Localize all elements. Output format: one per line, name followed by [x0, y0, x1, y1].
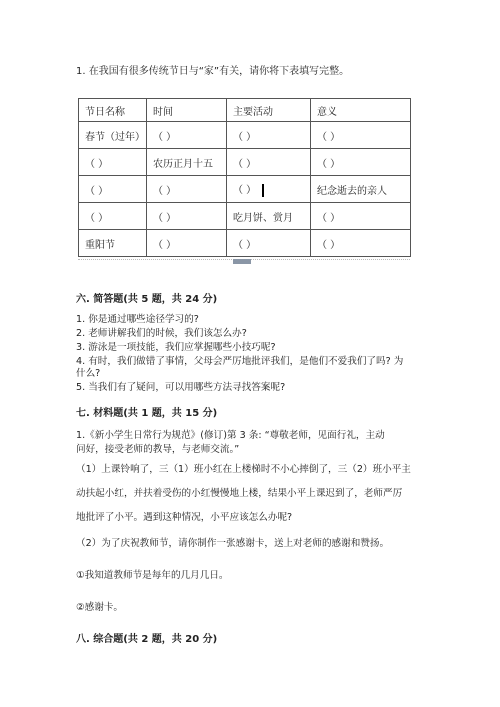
section-7-sub-question-2: ②感谢卡。 — [76, 602, 123, 613]
table-row — [79, 149, 411, 176]
section-7-part1-line: （1）上课铃响了，三（1）班小红在上楼梯时不小心摔倒了，三（2）班小平主 — [76, 464, 411, 475]
table-row — [79, 176, 411, 203]
section-6-item: 1. 你是通过哪些途径学习的? — [76, 314, 199, 325]
header-time: 时间 — [147, 99, 227, 122]
table-cell[interactable]: （ ） — [79, 203, 147, 230]
table-cell[interactable]: （ ） — [79, 176, 147, 203]
festival-table — [78, 98, 411, 257]
section-7-part1-line: 动扶起小红，并扶着受伤的小红慢慢地上楼，结果小平上课迟到了，老师严厉 — [76, 488, 403, 499]
table-cell: 农历正月十五 — [147, 149, 227, 176]
table-cell: 春节（过年） — [79, 122, 147, 149]
section-7-intro-line: 问好，接受老师的教导，与老师交流。” — [76, 444, 240, 455]
header-main-activity: 主要活动 — [227, 99, 311, 122]
table-cell[interactable]: （ ） — [311, 203, 411, 230]
section-7-sub-question-1: ①我知道教师节是每年的几月几日。 — [76, 570, 229, 581]
question-1-text: 1. 在我国有很多传统节日与“家”有关，请你将下表填写完整。 — [76, 66, 350, 77]
table-cell: 吃月饼、赏月 — [227, 203, 311, 230]
table-cell: 重阳节 — [79, 230, 147, 257]
table-cell[interactable]: （ ） — [227, 230, 311, 257]
table-cell-with-caret[interactable] — [227, 176, 311, 203]
text-cursor — [262, 184, 264, 197]
table-cell[interactable]: （ ） — [147, 122, 227, 149]
table-cell[interactable]: （ ） — [311, 230, 411, 257]
header-festival-name: 节日名称 — [79, 99, 147, 122]
page-break-strip — [78, 259, 410, 266]
section-6-item: 3. 游泳是一项技能，我们应掌握哪些小技巧呢? — [76, 342, 276, 353]
table-cell: 纪念逝去的亲人 — [311, 176, 411, 203]
table-cell[interactable]: （ ） — [227, 122, 311, 149]
page-break-marker — [233, 259, 251, 264]
section-6-item: 5. 当我们有了疑问，可以用哪些方法寻找答案呢? — [76, 382, 286, 393]
header-meaning: 意义 — [311, 99, 411, 122]
table-row — [79, 122, 411, 149]
table-cell[interactable]: （ ） — [147, 176, 227, 203]
section-7-intro-line: 1.《新小学生日常行为规范》(修订)第 3 条: “尊敬老师，见面行礼，主动 — [76, 430, 385, 441]
table-row — [79, 230, 411, 257]
section-7-title: 七. 材料题(共 1 题，共 15 分) — [76, 408, 218, 419]
table-header-row — [79, 99, 411, 122]
section-6-item-continued: 什么? — [76, 368, 101, 379]
section-8-title: 八. 综合题(共 2 题，共 20 分) — [76, 634, 218, 645]
section-7-part1-line: 地批评了小平。遇到这种情况，小平应该怎么办呢? — [76, 512, 293, 523]
section-6-item: 2. 老师讲解我们的时候，我们该怎么办? — [76, 328, 247, 339]
table-cell[interactable]: （ ） — [79, 149, 147, 176]
section-6-title: 六. 简答题(共 5 题，共 24 分) — [76, 294, 218, 305]
table-row — [79, 203, 411, 230]
table-cell[interactable]: （ ） — [311, 122, 411, 149]
section-6-item: 4. 有时，我们做错了事情，父母会严厉地批评我们，是他们不爱我们了吗? 为 — [76, 356, 404, 367]
table-cell-text: （ ） — [233, 185, 257, 197]
table-cell[interactable]: （ ） — [147, 203, 227, 230]
table-cell[interactable]: （ ） — [227, 149, 311, 176]
table-cell[interactable]: （ ） — [147, 230, 227, 257]
table-cell[interactable]: （ ） — [311, 149, 411, 176]
section-7-part2: （2）为了庆祝教师节，请你制作一张感谢卡，送上对老师的感谢和赞扬。 — [76, 538, 390, 549]
